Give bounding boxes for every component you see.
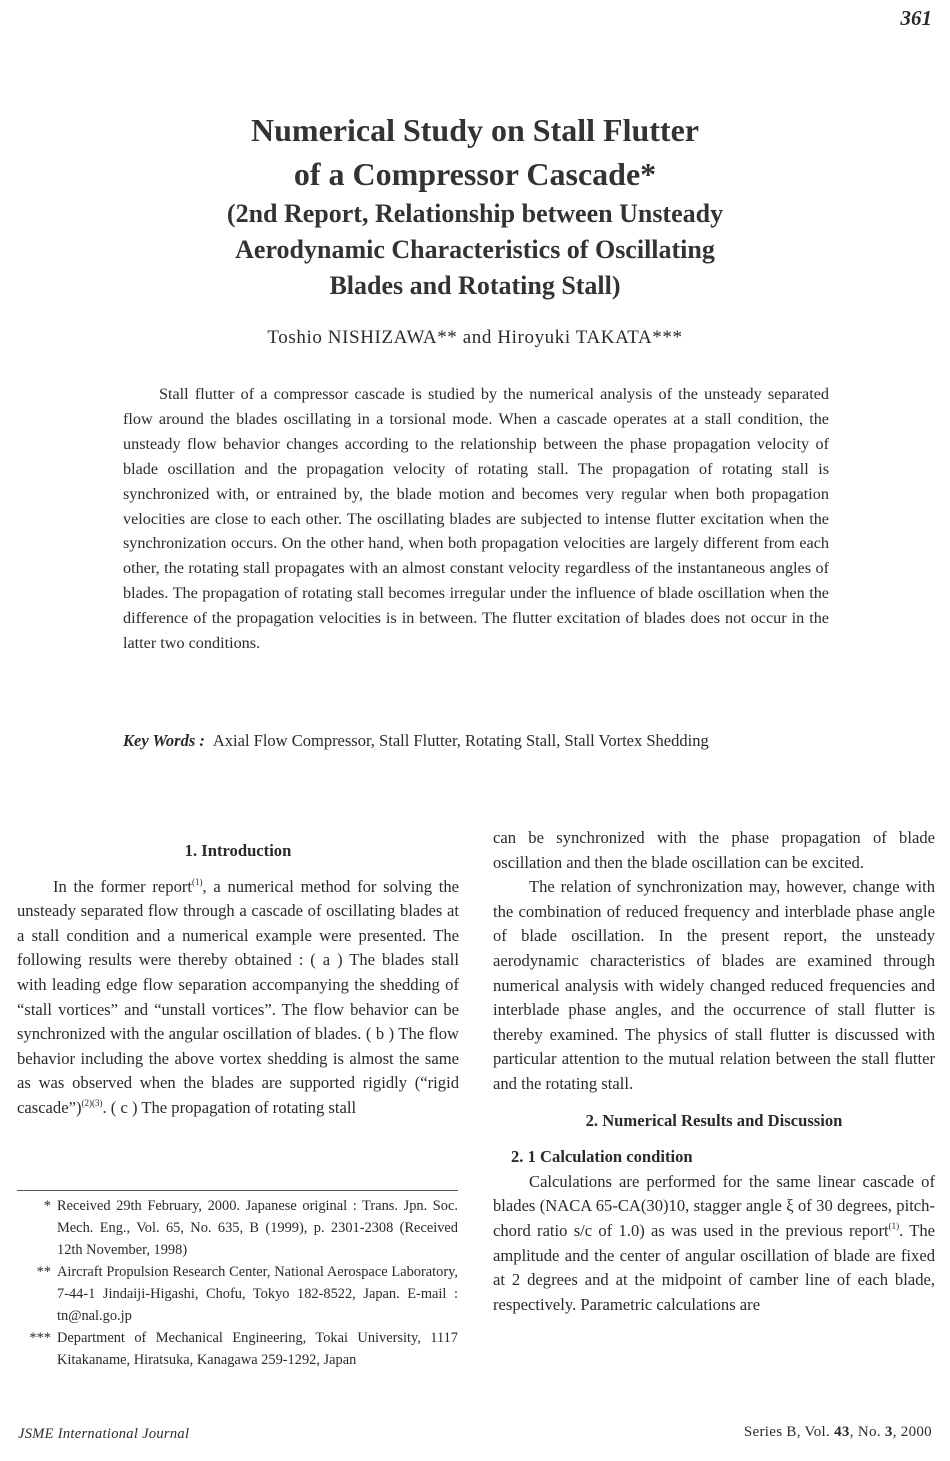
subsection-2-1-heading: 2. 1 Calculation condition xyxy=(511,1147,693,1167)
keywords-label: Key Words : xyxy=(123,731,205,750)
title-line-4: Aerodynamic Characteristics of Oscillating xyxy=(235,235,715,264)
keywords xyxy=(123,728,829,753)
section-2-heading: 2. Numerical Results and Discussion xyxy=(585,1110,843,1130)
calc-condition-paragraph: Calculations are performed for the same linear cascade of blades (NACA 65-CA(30)10, stagger angle ξ of 30 degrees, pitch-chord ratio s/c of 1.0) as was used in the previous report$^{(1)}$. The amplitude and the center of angular oscillation of blade are fixed at 2 degrees and at the midpoint of camber line of each blade, respectively. Parametric calculations are xyxy=(493,1171,936,1314)
title-line-2: of a Compressor Cascade* xyxy=(293,156,657,192)
intro-continuation: can be synchronized with the phase propagation of blade oscillation and then the blade oscillation can be excited. xyxy=(493,828,935,872)
citation-ref: (1) xyxy=(192,876,203,887)
footnote-mark: ** xyxy=(36,1264,51,1280)
title-line-5: Blades and Rotating Stall) xyxy=(329,271,621,300)
intro-paragraph-1: In the former report$^{(1)}$, a numerical method for solving the unsteady separated flow through a cascade of oscillating blades at a stall condition and a numerical example were presented. The following results were thereby obtained : ( a ) The blades stall with leading edge flow separation accompanying the shedding of “stall vortices” and “unstall vortices”. The flow behavior can be synchronized with the angular oscillation of blades. ( b ) The flow behavior including the above vortex shedding is almost the same as was observed when the blades are supported rigidly (“rigid cascade”)$^{(2)(3)}$. ( c ) The propagation of rotating stall xyxy=(17,876,460,1117)
footnotes xyxy=(17,1195,458,1371)
footnote-mark: *** xyxy=(29,1330,51,1346)
footnote xyxy=(17,1195,458,1261)
keywords-text: Axial Flow Compressor, Stall Flutter, Rotating Stall, Stall Vortex Shedding xyxy=(212,731,709,750)
footnote-text: Aircraft Propulsion Research Center, National Aerospace Laboratory, 7-44-1 Jindaiji-Higashi, Chofu, Tokyo 182-8522, Japan. E-mail : tn@nal.go.jp xyxy=(57,1264,458,1324)
right-column xyxy=(493,826,935,1317)
title-line-1: Numerical Study on Stall Flutter xyxy=(251,112,699,148)
paper-title xyxy=(0,108,950,304)
footnote xyxy=(17,1327,458,1371)
footnote-divider xyxy=(17,1190,458,1191)
series-info: Series B, Vol. 43, No. 3, 2000 xyxy=(743,1424,932,1440)
footnote-text: Department of Mechanical Engineering, Tokai University, 1117 Kitakaname, Hiratsuka, Kanagawa 259-1292, Japan xyxy=(57,1330,458,1368)
left-column xyxy=(17,839,459,1121)
footnote-text: Received 29th February, 2000. Japanese original : Trans. Jpn. Soc. Mech. Eng., Vol. 65, No. 635, B (1999), p. 2301-2308 (Received 12th November, 1998) xyxy=(57,1198,458,1258)
footnote xyxy=(17,1261,458,1327)
intro-paragraph-2: The relation of synchronization may, however, change with the combination of reduced frequency and interblade phase angle of blade oscillation. In the present report, the unsteady aerodynamic characteristics of blades are examined through numerical analysis with widely changed reduced frequencies and interblade phase angles, and the occurrence of stall flutter is thereby examined. The physics of stall flutter is discussed with particular attention to the mutual relation between the stall flutter and the rotating stall. xyxy=(493,877,935,1093)
citation-ref: (1) xyxy=(888,1220,900,1231)
journal-name: JSME International Journal xyxy=(18,1426,190,1442)
footnote-mark: * xyxy=(43,1198,51,1214)
title-line-3: (2nd Report, Relationship between Unsteady xyxy=(226,199,724,228)
authors: Toshio NISHIZAWA** and Hiroyuki TAKATA*** xyxy=(267,327,683,348)
page-number: 361 xyxy=(900,6,932,30)
citation-ref: (2)(3) xyxy=(81,1097,103,1108)
abstract: Stall flutter of a compressor cascade is studied by the numerical analysis of the unsteady separated flow around the blades oscillating in a torsional mode. When a cascade operates at a stall condition, the unsteady flow behavior changes according to the relationship between the phase propagation velocity of blade oscillation and the propagation velocity of rotating stall. The propagation of rotating stall is synchronized with, or entrained by, the blade motion and becomes very regular when both propagation velocities are close to each other. The oscillating blades are subjected to intense flutter excitation when the synchronization occurs. On the other hand, when both propagation velocities are largely different from each other, the rotating stall propagates with an almost constant velocity regardless of the instantaneous angles of blades. The propagation of rotating stall becomes irregular under the influence of blade oscillation when the difference of the propagation velocities is in between. The flutter excitation of blades does not occur in the latter two conditions. xyxy=(123,385,829,653)
section-1-heading: 1. Introduction xyxy=(184,841,292,860)
